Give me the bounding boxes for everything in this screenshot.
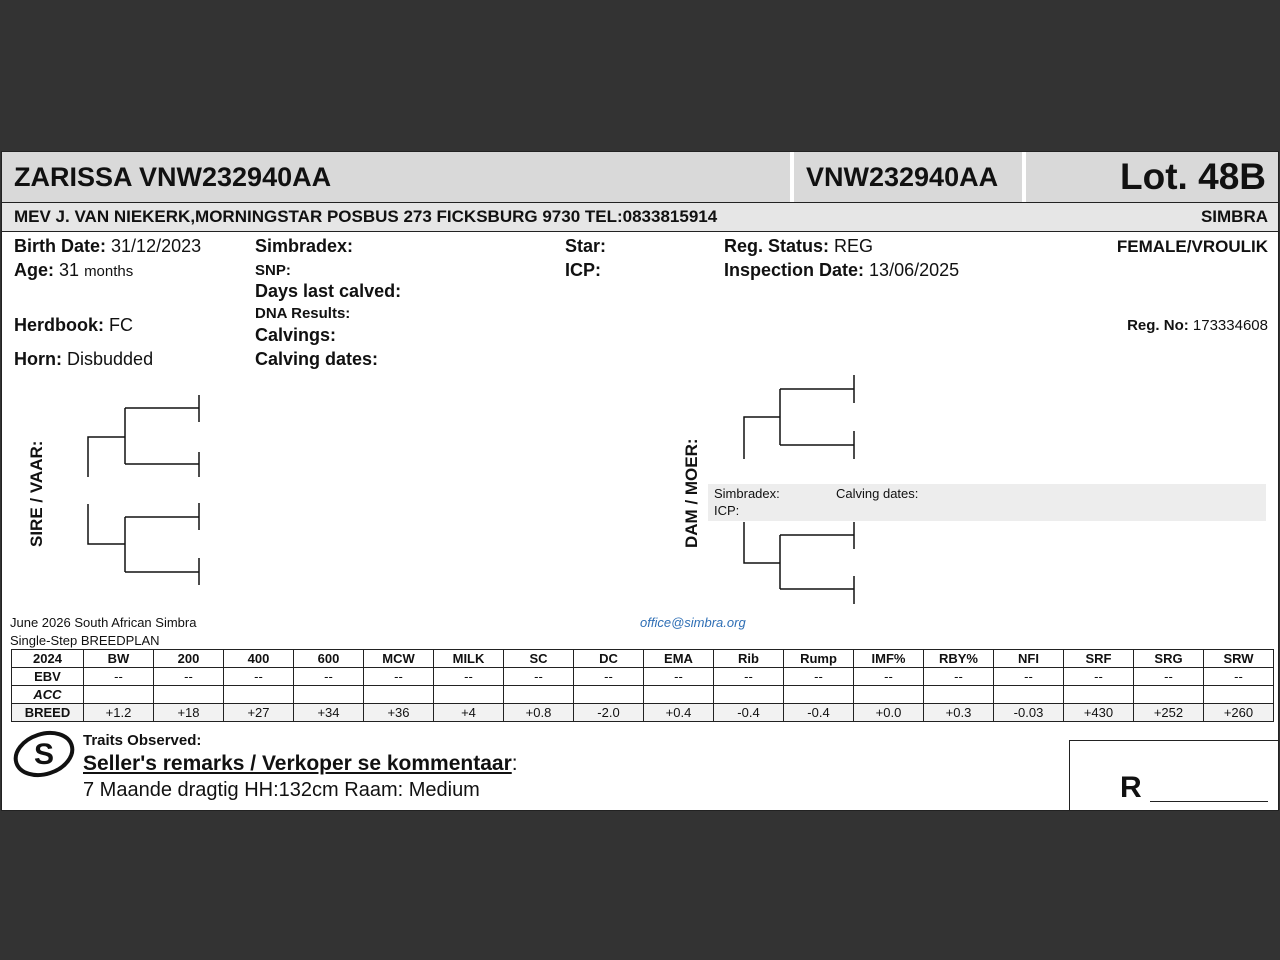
traits-observed-label: Traits Observed: [83, 732, 202, 749]
seller-remarks-text: 7 Maande dragtig HH:132cm Raam: Medium [83, 779, 480, 801]
dam-label: DAM / MOER: [682, 438, 701, 548]
dam-info-strip [708, 484, 1266, 521]
breed-name: SIMBRA [1200, 207, 1268, 226]
table-cell [924, 686, 994, 704]
price-blank-line[interactable] [1150, 801, 1268, 802]
table-cell: -- [1204, 668, 1274, 686]
ebv-column-header: SRW [1204, 650, 1274, 668]
table-cell: -- [854, 668, 924, 686]
acc-row [12, 686, 1274, 704]
table-cell: -- [504, 668, 574, 686]
inspection-date-label: Inspection Date: [724, 260, 865, 280]
table-cell: -- [1064, 668, 1134, 686]
reg-no-label: Reg. No: [1127, 317, 1189, 334]
horn-label: Horn: [14, 349, 62, 369]
table-cell: -- [574, 668, 644, 686]
lot-header [2, 152, 1278, 203]
source-line-2: Single-Step BREEDPLAN [10, 633, 160, 648]
lot-number: Lot. 48B [1120, 156, 1266, 197]
dam-icp-label: ICP: [714, 503, 740, 518]
ebv-column-header: SRG [1134, 650, 1204, 668]
horn-value: Disbudded [67, 349, 154, 369]
table-cell: -- [1134, 668, 1204, 686]
table-cell: -- [364, 668, 434, 686]
age-field [14, 260, 133, 281]
ebv-column-header: 200 [154, 650, 224, 668]
ebv-column-header: Rib [714, 650, 784, 668]
ebv-header-row [12, 650, 1274, 668]
table-cell: +0.0 [854, 704, 924, 722]
table-cell: -0.4 [714, 704, 784, 722]
table-cell: -- [434, 668, 504, 686]
table-cell: +36 [364, 704, 434, 722]
header-divider [1022, 152, 1026, 202]
herdbook-field [14, 315, 133, 336]
age-unit: months [84, 263, 134, 280]
table-cell: -0.4 [784, 704, 854, 722]
table-cell [434, 686, 504, 704]
seller-remarks-colon: : [511, 752, 518, 775]
table-cell: +0.8 [504, 704, 574, 722]
horn-field [14, 349, 153, 370]
table-cell [84, 686, 154, 704]
source-line-1: June 2026 South African Simbra [10, 615, 197, 630]
reg-status-field [724, 236, 873, 257]
ebv-column-header: IMF% [854, 650, 924, 668]
ebv-column-header: 400 [224, 650, 294, 668]
table-cell [224, 686, 294, 704]
table-cell: -- [224, 668, 294, 686]
ebv-column-header: SRF [1064, 650, 1134, 668]
ebv-column-header: DC [574, 650, 644, 668]
age-value: 31 [59, 260, 80, 280]
calving-dates-label: Calving dates: [255, 349, 379, 369]
ebv-column-header: MILK [434, 650, 504, 668]
ebv-column-header: SC [504, 650, 574, 668]
calvings-label: Calvings: [255, 325, 337, 345]
dna-results-label: DNA Results: [255, 305, 351, 322]
owner-bar [2, 203, 1278, 232]
table-cell [1064, 686, 1134, 704]
birth-date-field [14, 236, 201, 257]
simbradex-label: Simbradex: [255, 236, 354, 256]
table-cell: -- [924, 668, 994, 686]
table-cell [154, 686, 224, 704]
breed-row [12, 704, 1274, 722]
reg-status-value: REG [834, 236, 874, 256]
table-cell [714, 686, 784, 704]
ebv-column-header: EMA [644, 650, 714, 668]
table-cell: -- [294, 668, 364, 686]
table-cell: -- [644, 668, 714, 686]
reg-no-value: 173334608 [1192, 317, 1268, 334]
table-cell: +34 [294, 704, 364, 722]
icp-label: ICP: [565, 260, 601, 280]
birth-date-label: Birth Date: [14, 236, 107, 256]
animal-name: ZARISSA VNW232940AA [14, 162, 332, 192]
price-box [1069, 740, 1279, 811]
table-cell [1204, 686, 1274, 704]
animal-id-code: VNW232940AA [806, 162, 999, 192]
table-cell: -- [784, 668, 854, 686]
inspection-date-value: 13/06/2025 [869, 260, 960, 280]
ebv-table [11, 649, 1274, 722]
owner-details: MEV J. VAN NIEKERK,MORNINGSTAR POSBUS 273 FICKSBURG 9730 TEL:0833815914 [14, 207, 718, 226]
table-cell [854, 686, 924, 704]
header-divider [790, 152, 794, 202]
snp-label: SNP: [255, 262, 291, 279]
table-cell: -- [84, 668, 154, 686]
sire-label: SIRE / VAAR: [27, 440, 46, 547]
table-cell: +4 [434, 704, 504, 722]
logo-letter: S [33, 738, 55, 771]
inspection-date-field [724, 260, 959, 281]
ebv-column-header: 600 [294, 650, 364, 668]
table-cell: -- [994, 668, 1064, 686]
row-label: ACC [12, 686, 84, 704]
simbra-logo-icon [12, 727, 78, 781]
table-cell: -2.0 [574, 704, 644, 722]
reg-no-field [1127, 317, 1268, 334]
ebv-column-header: MCW [364, 650, 434, 668]
row-label: BREED [12, 704, 84, 722]
lot-card [1, 151, 1279, 811]
table-cell: +27 [224, 704, 294, 722]
email-link[interactable]: office@simbra.org [640, 615, 746, 630]
ebv-column-header: Rump [784, 650, 854, 668]
table-cell [574, 686, 644, 704]
star-label: Star: [565, 236, 607, 256]
ebv-column-header: BW [84, 650, 154, 668]
seller-remarks-title: Seller's remarks / Verkoper se kommentaar [83, 752, 512, 775]
age-label: Age: [14, 260, 54, 280]
table-cell: -- [714, 668, 784, 686]
row-label: EBV [12, 668, 84, 686]
table-cell [784, 686, 854, 704]
table-cell: +0.3 [924, 704, 994, 722]
table-cell [504, 686, 574, 704]
herdbook-label: Herdbook: [14, 315, 104, 335]
table-cell: +430 [1064, 704, 1134, 722]
table-cell: +252 [1134, 704, 1204, 722]
table-cell: +0.4 [644, 704, 714, 722]
ebv-year-header: 2024 [12, 650, 84, 668]
table-cell [294, 686, 364, 704]
dam-simbradex-label: Simbradex: [714, 486, 780, 501]
ebv-row [12, 668, 1274, 686]
ebv-column-header: NFI [994, 650, 1064, 668]
reg-status-label: Reg. Status: [724, 236, 830, 256]
table-cell [364, 686, 434, 704]
birth-date-value: 31/12/2023 [111, 236, 202, 256]
sex-label: FEMALE/VROULIK [1116, 237, 1268, 256]
table-cell [1134, 686, 1204, 704]
price-currency: R [1120, 771, 1142, 804]
seller-remarks-heading [83, 752, 518, 776]
table-cell: +1.2 [84, 704, 154, 722]
table-cell [994, 686, 1064, 704]
days-last-calved-label: Days last calved: [255, 281, 402, 301]
table-cell: -- [154, 668, 224, 686]
dam-calving-dates-label: Calving dates: [836, 486, 919, 501]
table-cell: +18 [154, 704, 224, 722]
herdbook-value: FC [109, 315, 134, 335]
ebv-column-header: RBY% [924, 650, 994, 668]
table-cell [644, 686, 714, 704]
table-cell: +260 [1204, 704, 1274, 722]
table-cell: -0.03 [994, 704, 1064, 722]
